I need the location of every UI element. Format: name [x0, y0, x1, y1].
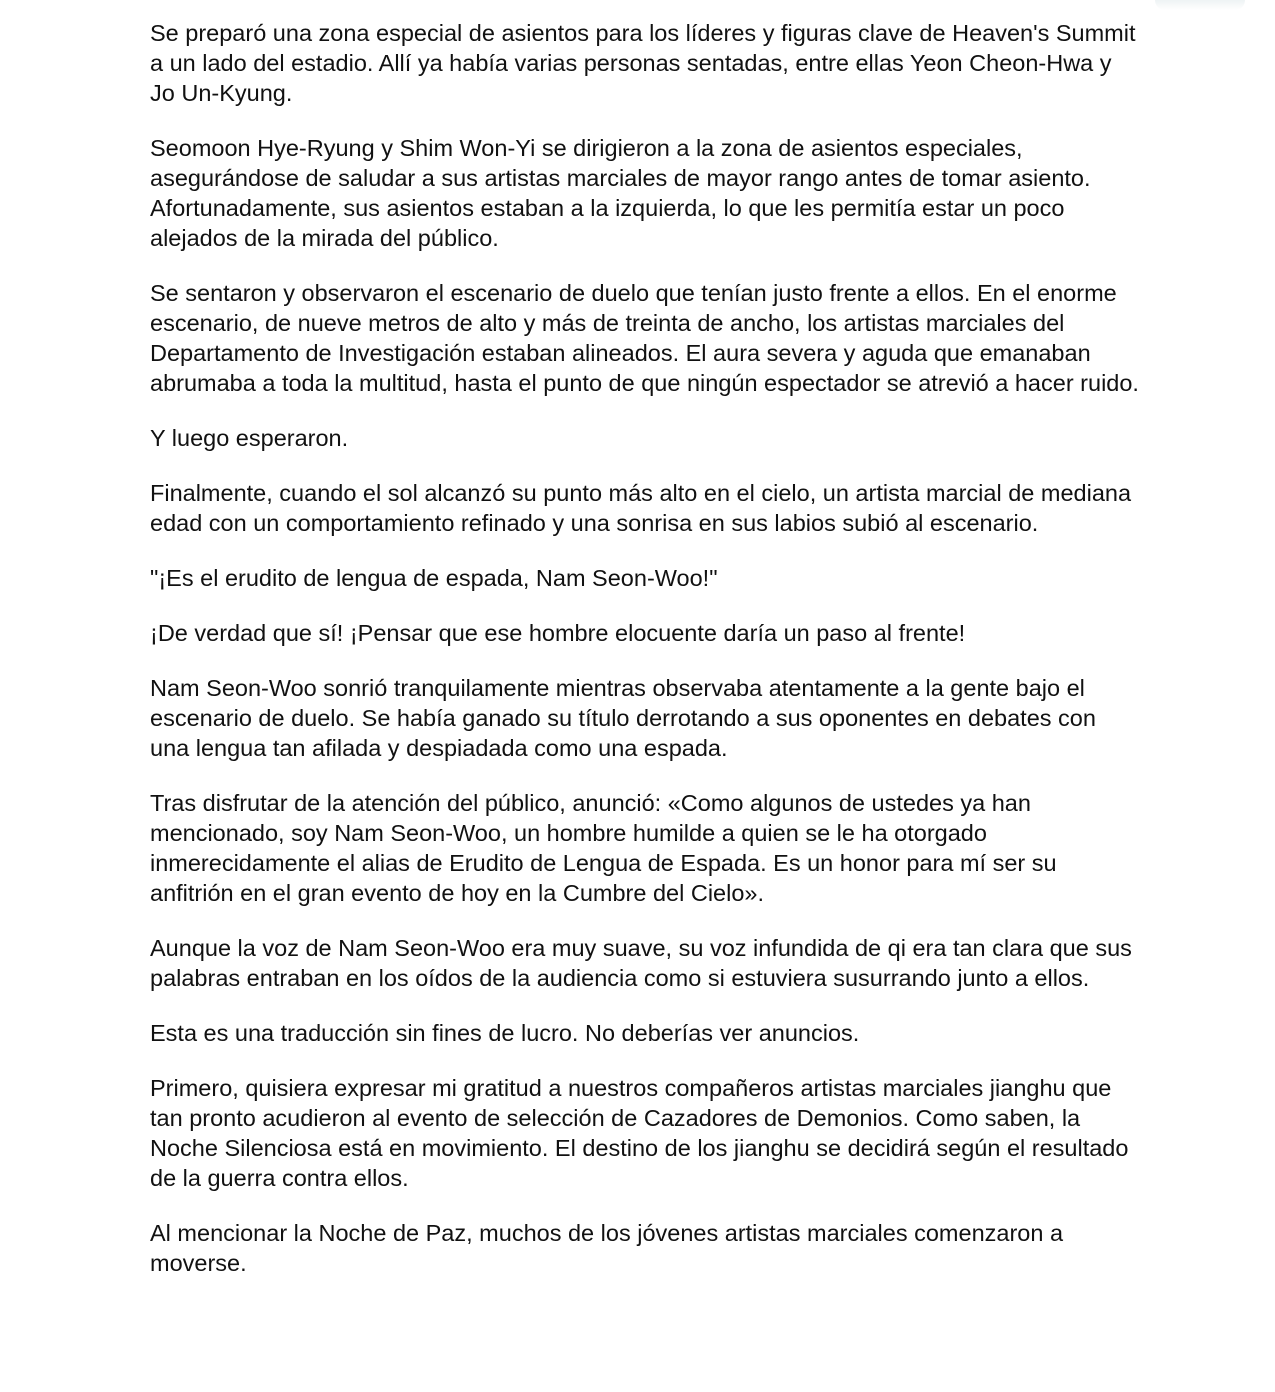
paragraph: Se sentaron y observaron el escenario de duelo que tenían justo frente a ellos. En el enorme escenario, de nueve metros de alto y más de treinta de ancho, los artistas marciales del Departamento de Investigación estaban alineados. El aura severa y aguda que emanaban abrumaba a toda la multitud, hasta el punto de que ningún espectador se atrevió a hacer ruido.: [150, 280, 1139, 396]
paragraph: "¡Es el erudito de lengua de espada, Nam Seon-Woo!": [150, 565, 718, 591]
paragraph: ¡De verdad que sí! ¡Pensar que ese hombre elocuente daría un paso al frente!: [150, 620, 966, 646]
paragraph: Aunque la voz de Nam Seon-Woo era muy suave, su voz infundida de qi era tan clara que sus palabras entraban en los oídos de la audiencia como si estuviera susurrando junto a ellos.: [150, 935, 1132, 991]
paragraph: Esta es una traducción sin fines de lucro. No deberías ver anuncios.: [150, 1020, 860, 1046]
paragraph: Nam Seon-Woo sonrió tranquilamente mientras observaba atentamente a la gente bajo el escenario de duelo. Se había ganado su título derrotando a sus oponentes en debates con una lengua tan afilada y despiadada como una espada.: [150, 675, 1096, 761]
paragraph: Finalmente, cuando el sol alcanzó su punto más alto en el cielo, un artista marcial de mediana edad con un comportamiento refinado y una sonrisa en sus labios subió al escenario.: [150, 480, 1132, 536]
document-body: [150, 18, 1140, 1303]
paragraph: Primero, quisiera expresar mi gratitud a nuestros compañeros artistas marciales jianghu que tan pronto acudieron al evento de selección de Cazadores de Demonios. Como saben, la Noche Silenciosa está en movimiento. El destino de los jianghu se decidirá según el resultado de la guerra contra ellos.: [150, 1075, 1129, 1191]
paragraph: Se preparó una zona especial de asientos para los líderes y figuras clave de Heaven's Summit a un lado del estadio. Allí ya había varias personas sentadas, entre ellas Yeon Cheon-Hwa y Jo Un-Kyung.: [150, 20, 1136, 106]
corner-shade: [1155, 0, 1245, 10]
paragraph: Seomoon Hye-Ryung y Shim Won-Yi se dirigieron a la zona de asientos especiales, asegurándose de saludar a sus artistas marciales de mayor rango antes de tomar asiento. Afortunadamente, sus asientos estaban a la izquierda, lo que les permitía estar un poco alejados de la mirada del público.: [150, 135, 1091, 251]
paragraph: Y luego esperaron.: [150, 425, 349, 451]
paragraph: Al mencionar la Noche de Paz, muchos de los jóvenes artistas marciales comenzaron a moverse.: [150, 1220, 1064, 1276]
paragraph: Tras disfrutar de la atención del público, anunció: «Como algunos de ustedes ya han mencionado, soy Nam Seon-Woo, un hombre humilde a quien se le ha otorgado inmerecidamente el alias de Erudito de Lengua de Espada. Es un honor para mí ser su anfitrión en el gran evento de hoy en la Cumbre del Cielo».: [150, 790, 1057, 906]
